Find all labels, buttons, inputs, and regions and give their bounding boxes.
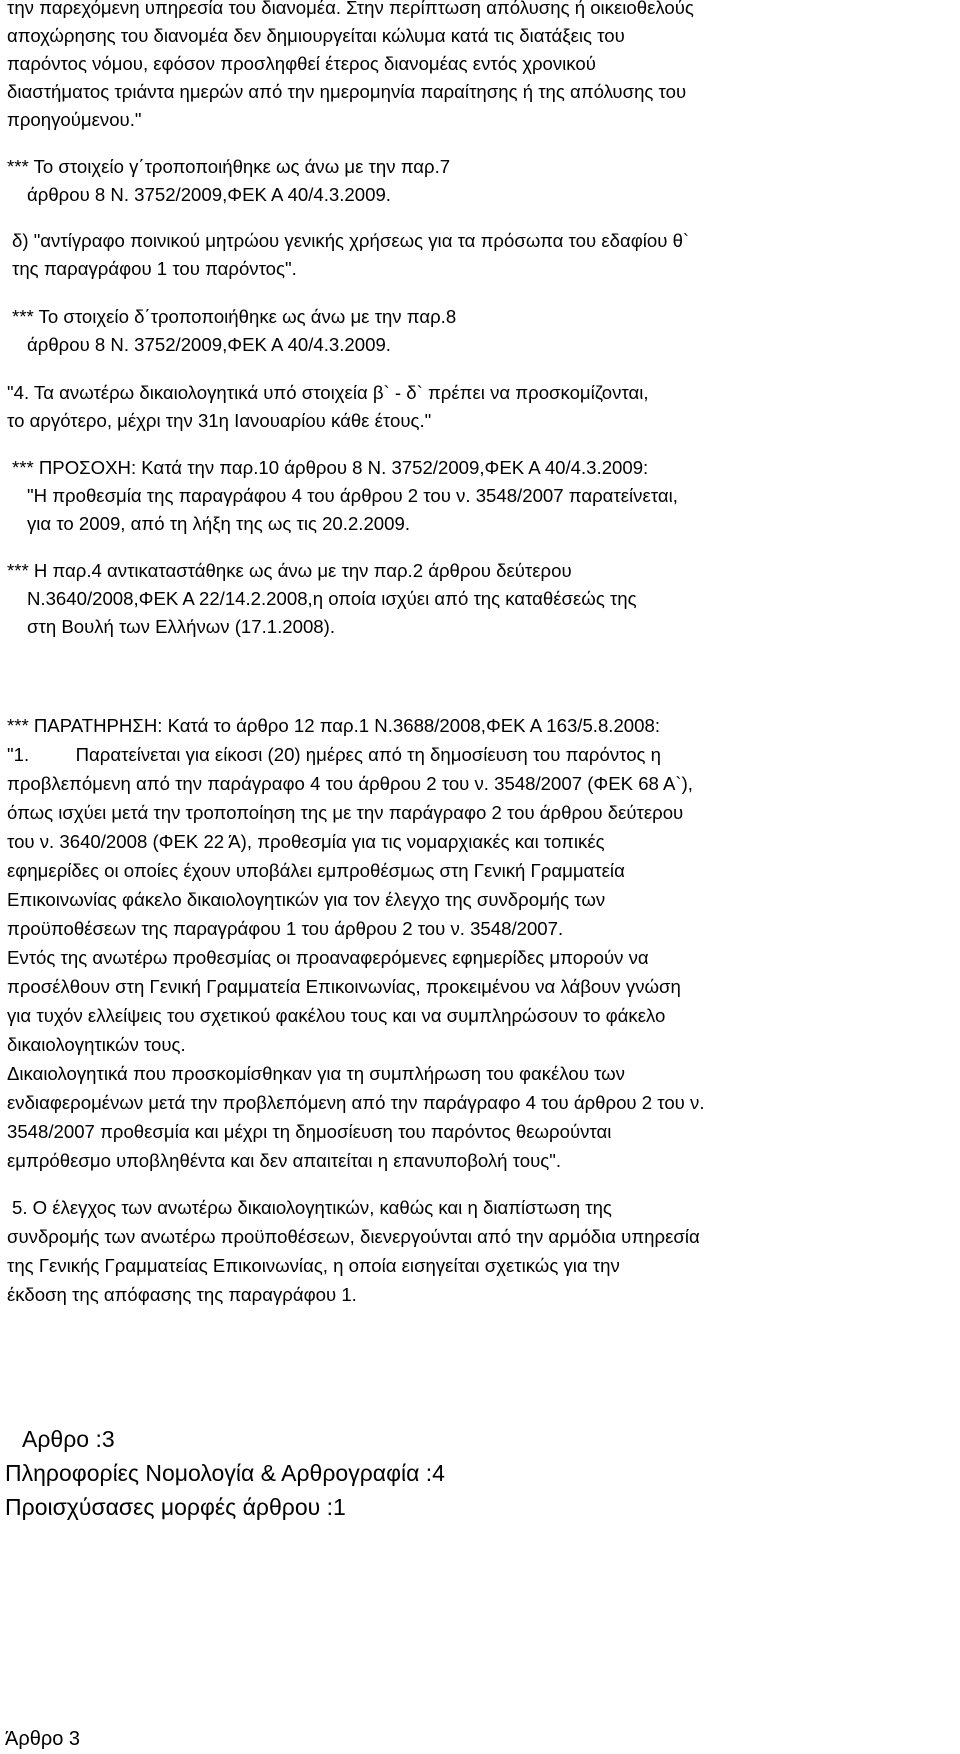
remark-note-line: εμπρόθεσμο υποβληθέντα και δεν απαιτείται η επανυποβολή τους".	[7, 1150, 561, 1171]
amendment-note-line: άρθρου 8 Ν. 3752/2009,ΦΕΚ Α 40/4.3.2009.	[27, 184, 391, 205]
amendment-note-line: άρθρου 8 Ν. 3752/2009,ΦΕΚ Α 40/4.3.2009.	[27, 334, 391, 355]
replacement-note-line: Ν.3640/2008,ΦΕΚ Α 22/14.2.2008,η οποία ισχύει από της καταθέσεώς της	[27, 588, 637, 609]
remark-note-line: προσέλθουν στη Γενική Γραμματεία Επικοινωνίας, προκειμένου να λάβουν γνώση	[7, 976, 681, 997]
jurisprudence-info-link[interactable]: Πληροφορίες Νομολογία & Αρθρογραφία :4	[5, 1460, 445, 1486]
replacement-note-line: *** Η παρ.4 αντικαταστάθηκε ως άνω με την παρ.2 άρθρου δεύτερου	[7, 560, 572, 581]
paragraph-4-line: το αργότερο, μέχρι την 31η Ιανουαρίου κάθε έτους."	[7, 410, 432, 431]
text-line: παρόντος νόμου, εφόσον προσληφθεί έτερος διανομέας εντός χρονικού	[7, 53, 596, 74]
paragraph-5-line: έκδοση της απόφασης της παραγράφου 1.	[7, 1284, 357, 1305]
remark-note-line: Δικαιολογητικά που προσκομίσθηκαν για τη συμπλήρωση του φακέλου των	[7, 1063, 625, 1084]
remark-note-line: προβλεπόμενη από την παράγραφο 4 του άρθρου 2 του ν. 3548/2007 (ΦΕΚ 68 Α`),	[7, 773, 693, 794]
item-d-line: της παραγράφου 1 του παρόντος".	[12, 258, 297, 279]
remark-note-line: εφημερίδες οι οποίες έχουν υποβάλει εμπροθέσμως στη Γενική Γραμματεία	[7, 860, 625, 881]
remark-note-line: Επικοινωνίας φάκελο δικαιολογητικών για τον έλεγχο της συνδρομής των	[7, 889, 606, 910]
text-line: προηγούμενου."	[7, 109, 142, 130]
remark-note-line: ενδιαφερομένων μετά την προβλεπόμενη από την παράγραφο 4 του άρθρου 2 του ν.	[7, 1092, 705, 1113]
paragraph-5-line: 5. Ο έλεγχος των ανωτέρω δικαιολογητικών, καθώς και η διαπίστωση της	[12, 1197, 612, 1218]
remark-note-line: δικαιολογητικών τους.	[7, 1034, 186, 1055]
remark-note-line: του ν. 3640/2008 (ΦΕΚ 22 Ά), προθεσμία για τις νομαρχιακές και τοπικές	[7, 831, 605, 852]
attention-note-line: για το 2009, από τη λήξη της ως τις 20.2.2009.	[27, 513, 410, 534]
text-line: αποχώρησης του διανομέα δεν δημιουργείται κώλυμα κατά τις διατάξεις του	[7, 25, 625, 46]
remark-note-line: προϋποθέσεων της παραγράφου 1 του άρθρου 2 του ν. 3548/2007.	[7, 918, 564, 939]
article-heading: Άρθρο 3	[5, 1728, 81, 1750]
remark-note-line: 3548/2007 προθεσμία και μέχρι τη δημοσίευση του παρόντος θεωρούνται	[7, 1121, 612, 1142]
attention-note-line: *** ΠΡΟΣΟΧΗ: Κατά την παρ.10 άρθρου 8 Ν. 3752/2009,ΦΕΚ Α 40/4.3.2009:	[12, 457, 649, 478]
remark-note-line: Εντός της ανωτέρω προθεσμίας οι προαναφερόμενες εφημερίδες μπορούν να	[7, 947, 649, 968]
amendment-note-line: *** Το στοιχείο γ΄τροποποιήθηκε ως άνω με την παρ.7	[7, 156, 451, 177]
paragraph-5-line: συνδρομής των ανωτέρω προϋποθέσεων, διενεργούνται από την αρμόδια υπηρεσία	[7, 1226, 700, 1247]
attention-note-line: "Η προθεσμία της παραγράφου 4 του άρθρου 2 του ν. 3548/2007 παρατείνεται,	[27, 485, 678, 506]
previous-forms-link[interactable]: Προισχύσασες μορφές άρθρου :1	[5, 1494, 346, 1520]
paragraph-5-line: της Γενικής Γραμματείας Επικοινωνίας, η οποία εισηγείται σχετικώς για την	[7, 1255, 620, 1276]
item-d-line: δ) "αντίγραφο ποινικού μητρώου γενικής χρήσεως για τα πρόσωπα του εδαφίου θ`	[12, 230, 690, 251]
text-line: διαστήματος τριάντα ημερών από την ημερομηνία παραίτησης ή της απόλυσης του	[7, 81, 687, 102]
replacement-note-line: στη Βουλή των Ελλήνων (17.1.2008).	[27, 616, 335, 637]
remark-note-line: όπως ισχύει μετά την τροποποίηση της με την παράγραφο 2 του άρθρου δεύτερου	[7, 802, 684, 823]
text-line: την παρεχόμενη υπηρεσία του διανομέα. Στην περίπτωση απόλυσης ή οικειοθελούς	[7, 0, 694, 18]
remark-note-line: για τυχόν ελλείψεις του σχετικού φακέλου τους και να συμπληρώσουν το φάκελο	[7, 1005, 666, 1026]
remark-note-line: "1. Παρατείνεται για είκοσι (20) ημέρες από τη δημοσίευση του παρόντος η	[7, 744, 662, 765]
paragraph-4-line: "4. Τα ανωτέρω δικαιολογητικά υπό στοιχεία β` - δ` πρέπει να προσκομίζονται,	[7, 382, 649, 403]
amendment-note-line: *** Το στοιχείο δ΄τροποποιήθηκε ως άνω με την παρ.8	[12, 306, 457, 327]
remark-note-line: *** ΠΑΡΑΤΗΡΗΣΗ: Κατά το άρθρο 12 παρ.1 Ν.3688/2008,ΦΕΚ Α 163/5.8.2008:	[7, 715, 660, 736]
article-number-label: Αρθρο :3	[22, 1426, 115, 1452]
